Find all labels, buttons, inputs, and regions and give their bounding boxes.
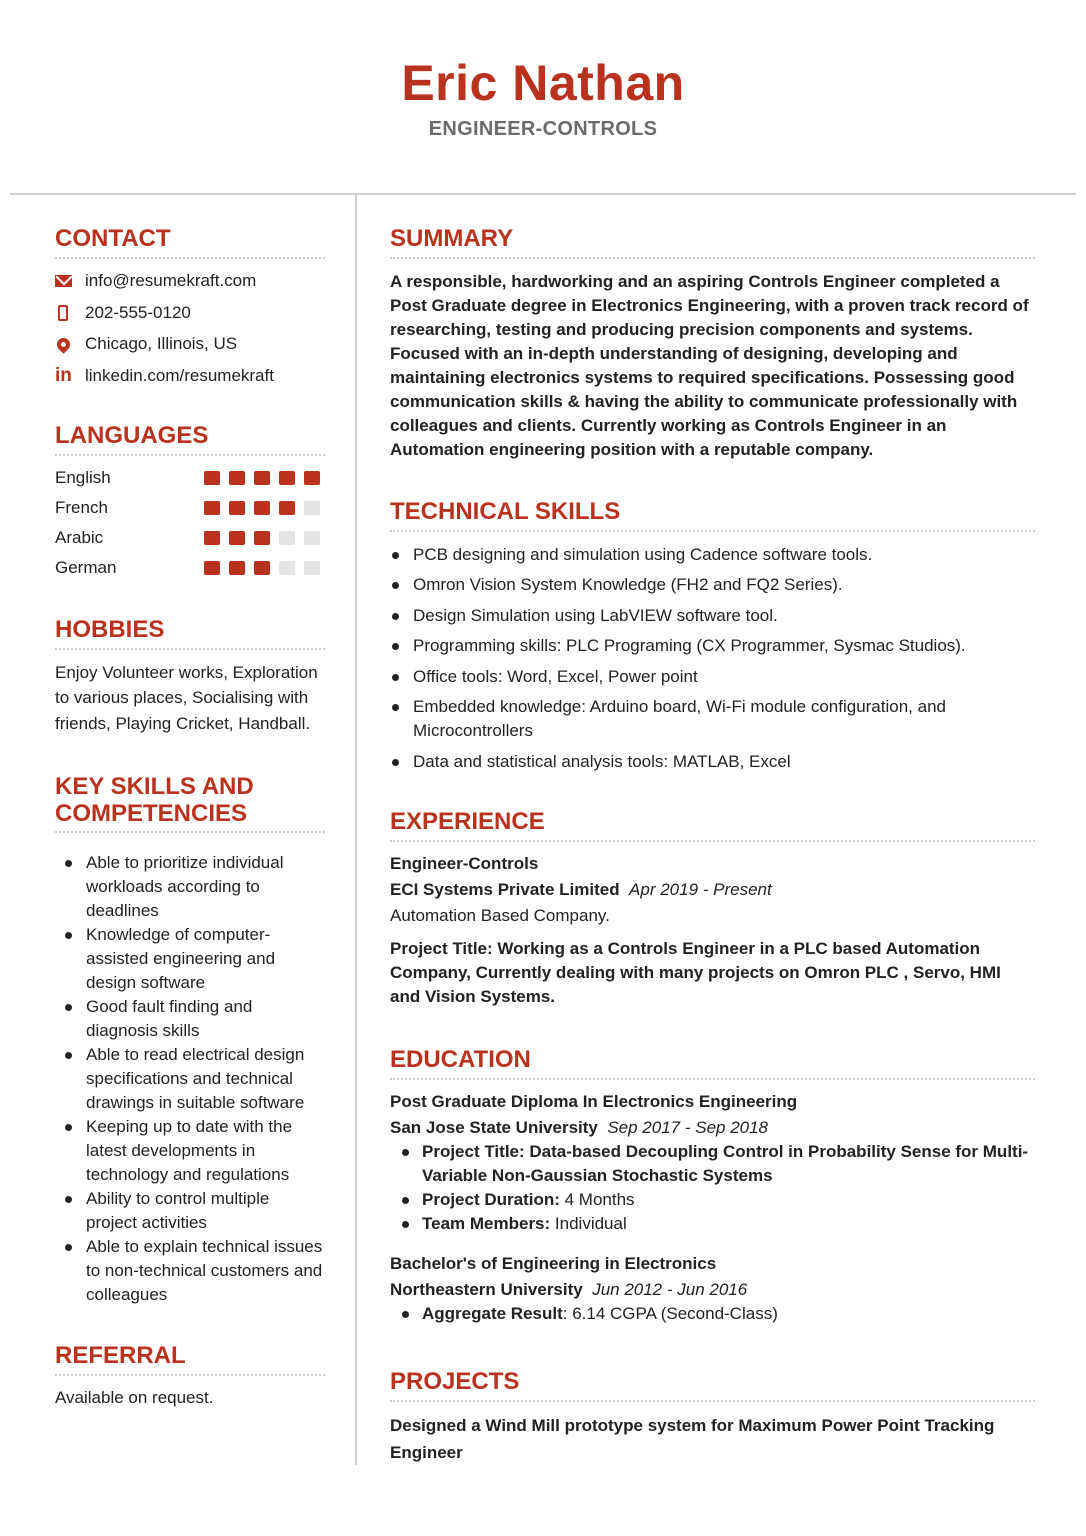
technical-skill-item: Design Simulation using LabVIEW software tool. — [390, 604, 1035, 628]
education-school: San Jose State University — [390, 1117, 598, 1137]
rating-dot — [229, 501, 245, 515]
languages-heading: LANGUAGES — [55, 422, 325, 456]
linkedin-icon: in — [55, 364, 72, 386]
language-name: French — [55, 497, 108, 517]
education-detail-item — [390, 1302, 1035, 1326]
technical-skill-item: Office tools: Word, Excel, Power point — [390, 665, 1035, 689]
key-skill-item: Keeping up to date with the latest developments in technology and regulations — [55, 1115, 325, 1187]
education-entry — [390, 1090, 1035, 1236]
rating-dot — [279, 501, 295, 515]
rating-dot — [304, 531, 320, 545]
language-level-rating — [204, 561, 320, 575]
contact-linkedin[interactable] — [55, 360, 325, 392]
contact-heading: CONTACT — [55, 225, 325, 259]
location-pin-icon — [54, 335, 72, 353]
contact-email-text: info@resumekraft.com — [85, 271, 257, 291]
rating-dot — [254, 531, 270, 545]
education-detail-item — [390, 1140, 1035, 1188]
education-degree: Post Graduate Diploma In Electronics Engineering — [390, 1091, 798, 1111]
key-skill-item: Able to read electrical design specifications and technical drawings in suitable software — [55, 1043, 325, 1115]
referral-text: Available on request. — [55, 1387, 214, 1407]
key-skill-item: Knowledge of computer-assisted engineering and design software — [55, 923, 325, 995]
referral-section — [55, 1342, 325, 1410]
job-dates: Apr 2019 - Present — [629, 879, 772, 899]
education-school-line — [390, 1116, 1035, 1140]
language-level-rating — [204, 471, 320, 485]
hobbies-section — [55, 616, 325, 736]
education-detail-value: : 6.14 CGPA (Second-Class) — [562, 1303, 778, 1323]
rating-dot — [304, 501, 320, 515]
language-row — [55, 493, 325, 523]
rating-dot — [204, 501, 220, 515]
phone-icon — [58, 305, 68, 321]
technical-skill-item: Embedded knowledge: Arduino board, Wi-Fi module configuration, and Microcontrollers — [390, 695, 1035, 743]
projects-heading: PROJECTS — [390, 1368, 1035, 1402]
job-title: Engineer-Controls — [390, 853, 539, 873]
education-school-line — [390, 1278, 1035, 1302]
education-degree: Bachelor's of Engineering in Electronics — [390, 1253, 717, 1273]
job-company-line — [390, 878, 1035, 902]
job-project: Project Title: Working as a Controls Engineer in a PLC based Automation Company, Currently dealing with many projects on Omron PLC , Servo, HMI and Vision Systems. — [390, 938, 1001, 1006]
contact-section — [55, 225, 325, 392]
language-level-rating — [204, 531, 320, 545]
education-detail-label: Project Duration: — [422, 1189, 560, 1209]
rating-dot — [254, 471, 270, 485]
rating-dot — [229, 561, 245, 575]
technical-skill-item: Omron Vision System Knowledge (FH2 and FQ2 Series). — [390, 573, 1035, 597]
education-dates: Sep 2017 - Sep 2018 — [607, 1117, 769, 1137]
summary-text: A responsible, hardworking and an aspiring Controls Engineer completed a Post Graduate degree in Electronics Engineering, with a proven track record of researching, testing and producing precision components and systems. Focused with an in-depth understanding of designing, developing and maintaining electronics systems to required specifications. Possessing good communication skills & having the ability to communicate professionally with colleagues and clients. Currently working as Controls Engineer in an Automation engineering position with a reputable company. — [390, 271, 1029, 459]
rating-dot — [304, 471, 320, 485]
rating-dot — [254, 561, 270, 575]
education-dates: Jun 2012 - Jun 2016 — [592, 1279, 748, 1299]
technical-skill-item: Programming skills: PLC Programing (CX Programmer, Sysmac Studios). — [390, 634, 1035, 658]
education-detail-item — [390, 1188, 1035, 1212]
key-skill-item: Ability to control multiple project activities — [55, 1187, 325, 1235]
contact-phone[interactable] — [55, 297, 325, 329]
rating-dot — [279, 561, 295, 575]
contact-phone-text: 202-555-0120 — [85, 302, 191, 322]
language-row — [55, 553, 325, 583]
contact-location — [55, 329, 325, 361]
key-skills-heading: KEY SKILLS AND COMPETENCIES — [55, 773, 325, 833]
project-item: Designed a Wind Mill prototype system for Maximum Power Point Tracking Engineer — [390, 1415, 995, 1462]
education-detail-item — [390, 1212, 1035, 1236]
hobbies-text: Enjoy Volunteer works, Exploration to various places, Socialising with friends, Playing Cricket, Handball. — [55, 662, 318, 733]
technical-skills-section — [390, 498, 1035, 780]
header-divider — [10, 193, 1076, 195]
education-heading: EDUCATION — [390, 1046, 1035, 1080]
rating-dot — [204, 531, 220, 545]
contact-location-text: Chicago, Illinois, US — [85, 334, 238, 354]
language-row — [55, 523, 325, 553]
key-skill-item: Able to prioritize individual workloads according to deadlines — [55, 851, 325, 923]
technical-skills-heading: TECHNICAL SKILLS — [390, 498, 1035, 532]
key-skills-section — [55, 773, 325, 1307]
rating-dot — [279, 471, 295, 485]
key-skill-item: Good fault finding and diagnosis skills — [55, 995, 325, 1043]
summary-section — [390, 225, 1035, 462]
education-entry — [390, 1252, 1035, 1326]
language-name: German — [55, 557, 117, 577]
key-skill-item: Able to explain technical issues to non-technical customers and colleagues — [55, 1235, 325, 1307]
education-detail-value: 4 Months — [559, 1189, 635, 1209]
rating-dot — [279, 531, 295, 545]
contact-linkedin-text: linkedin.com/resumekraft — [85, 365, 274, 385]
education-detail-value: Individual — [550, 1213, 627, 1233]
envelope-icon — [55, 275, 72, 287]
education-detail-label: Project Title: Data-based Decoupling Control in Probability Sense for Multi-Variable Non-Gaussian Stochastic Systems — [422, 1141, 1029, 1185]
rating-dot — [204, 561, 220, 575]
experience-section — [390, 808, 1035, 1009]
summary-heading: SUMMARY — [390, 225, 1035, 259]
rating-dot — [254, 501, 270, 515]
languages-section — [55, 422, 325, 583]
language-name: Arabic — [55, 527, 104, 547]
hobbies-heading: HOBBIES — [55, 616, 325, 650]
education-section — [390, 1046, 1035, 1326]
job-company: ECI Systems Private Limited — [390, 879, 620, 899]
education-detail-label: Aggregate Result — [422, 1303, 563, 1323]
candidate-role: ENGINEER-CONTROLS — [428, 118, 658, 140]
candidate-name: Eric Nathan — [401, 55, 685, 111]
job-company-desc: Automation Based Company. — [390, 905, 610, 925]
language-name: English — [55, 467, 111, 487]
education-school: Northeastern University — [390, 1279, 583, 1299]
rating-dot — [204, 471, 220, 485]
column-divider — [355, 195, 357, 1465]
contact-email[interactable] — [55, 266, 325, 298]
technical-skill-item: Data and statistical analysis tools: MATLAB, Excel — [390, 750, 1035, 774]
technical-skill-item: PCB designing and simulation using Cadence software tools. — [390, 543, 1035, 567]
language-level-rating — [204, 501, 320, 515]
education-detail-label: Team Members: — [422, 1213, 551, 1233]
referral-heading: REFERRAL — [55, 1342, 325, 1376]
language-row — [55, 463, 325, 493]
experience-heading: EXPERIENCE — [390, 808, 1035, 842]
rating-dot — [304, 561, 320, 575]
rating-dot — [229, 471, 245, 485]
rating-dot — [229, 531, 245, 545]
projects-section — [390, 1368, 1035, 1466]
